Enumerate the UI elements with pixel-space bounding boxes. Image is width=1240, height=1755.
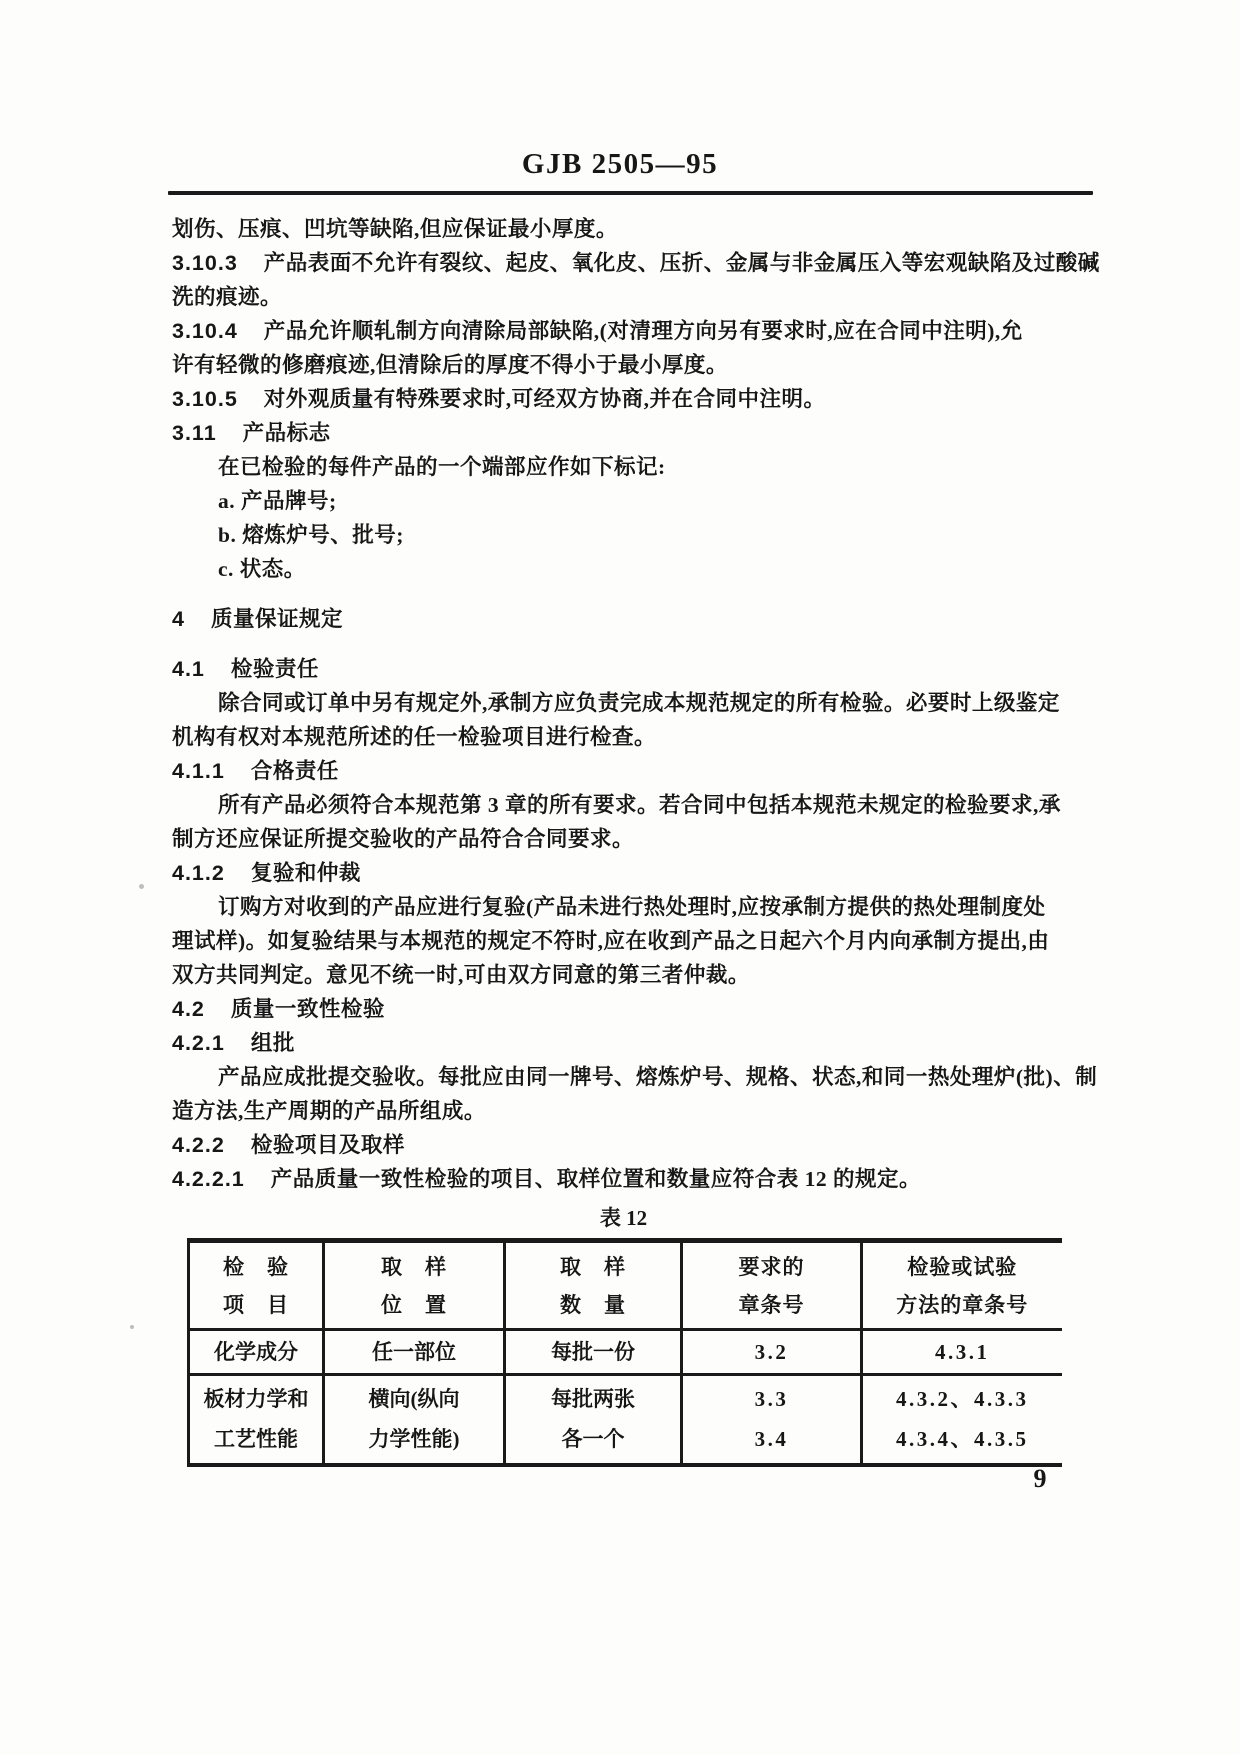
cell-text: 板材力学和: [203, 1387, 309, 1412]
cell-text: 每批两张: [551, 1387, 635, 1412]
cell-text: 4.3.2、4.3.3: [896, 1387, 1029, 1412]
line-text: a. 产品牌号;: [218, 489, 337, 513]
table-header-cell: [862, 1241, 1062, 1330]
cell-text: 3.2: [754, 1340, 789, 1364]
clause-number: 4.2: [172, 997, 205, 1021]
table-row: [189, 1330, 1062, 1375]
table-cell: [505, 1375, 682, 1465]
cell-text: 每批一份: [551, 1340, 635, 1364]
clause-heading: [172, 1128, 1097, 1162]
line-text: 订购方对收到的产品应进行复验(产品未进行热处理时,应按承制方提供的热处理制度处: [218, 895, 1046, 919]
clause-number: 3.11: [172, 421, 217, 445]
clause-number: 4.1.1: [172, 759, 225, 783]
clause-number: 4.2.2: [172, 1133, 225, 1157]
line-text: 理试样)。如复验结果与本规范的规定不符时,应在收到产品之日起六个月内向承制方提出,由: [172, 929, 1050, 953]
cell-text: 各一个: [561, 1427, 625, 1452]
cell-text: 4.3.4、4.3.5: [896, 1427, 1029, 1452]
clause-number: 4.2.1: [172, 1031, 225, 1055]
line-text: 产品应成批提交验收。每批应由同一牌号、熔炼炉号、规格、状态,和同一热处理炉(批)、制: [218, 1065, 1098, 1089]
cell-text: 横向(纵向: [368, 1387, 460, 1412]
cell-text: 检 验: [223, 1254, 289, 1279]
line-text: 检验项目及取样: [250, 1133, 405, 1157]
text-line: [172, 246, 1100, 280]
table-cell: [682, 1330, 862, 1375]
line-text: 检验责任: [230, 657, 319, 681]
cell-text: 4.3.1: [935, 1340, 990, 1364]
cell-text: 检验或试验: [907, 1254, 1018, 1279]
table-cell: [682, 1375, 862, 1465]
line-text: 复验和仲裁: [250, 861, 361, 885]
clause-heading: [172, 856, 1097, 890]
line-text: 机构有权对本规范所述的任一检验项目进行检查。: [172, 725, 657, 749]
header-rule: [168, 191, 1093, 195]
table-cell: [324, 1330, 505, 1375]
line-text: 双方共同判定。意见不统一时,可由双方同意的第三者仲裁。: [172, 963, 750, 987]
text-line: [172, 280, 1097, 314]
text-line: [172, 314, 1097, 348]
clause-heading: [172, 1026, 1097, 1060]
line-text: 许有轻微的修磨痕迹,但清除后的厚度不得小于最小厚度。: [172, 353, 728, 377]
cell-text: 取 样: [560, 1254, 626, 1279]
clause-heading: [172, 754, 1097, 788]
line-text: c. 状态。: [218, 557, 306, 581]
scan-speck: [139, 884, 144, 889]
line-text: 所有产品必须符合本规范第 3 章的所有要求。若合同中包括本规范未规定的检验要求,承: [218, 793, 1061, 817]
text-line: [172, 484, 1097, 518]
clause-number: 4.1.2: [172, 861, 225, 885]
text-line: [172, 890, 1097, 924]
clause-number: 3.10.5: [172, 387, 238, 411]
clause-heading: [172, 992, 1097, 1026]
clause-heading: [172, 652, 1097, 686]
cell-text: 位 置: [381, 1292, 447, 1317]
text-line: [172, 1094, 1097, 1128]
table-header-cell: [189, 1241, 324, 1330]
text-line: [172, 450, 1097, 484]
standard-number-header: GJB 2505—95: [521, 148, 719, 180]
cell-text: 工艺性能: [214, 1427, 298, 1452]
clause-heading: [172, 416, 1097, 450]
cell-text: 3.4: [754, 1427, 789, 1452]
cell-text: 3.3: [754, 1387, 789, 1412]
text-line: [172, 686, 1097, 720]
text-line: [172, 720, 1097, 754]
table-cell: [324, 1375, 505, 1465]
text-line: [172, 348, 1097, 382]
line-text: 划伤、压痕、凹坑等缺陷,但应保证最小厚度。: [172, 217, 618, 241]
text-line: [172, 382, 1097, 416]
clause-number: 3.10.3: [172, 251, 238, 275]
line-text: 产品表面不允许有裂纹、起皮、氧化皮、压折、金属与非金属压入等宏观缺陷及过酸碱: [263, 251, 1100, 275]
line-text: 制方还应保证所提交验收的产品符合合同要求。: [172, 827, 635, 851]
text-line: [172, 924, 1097, 958]
clause-heading: [172, 602, 1097, 636]
table-header-row: [189, 1241, 1062, 1330]
scan-speck: [130, 1325, 134, 1329]
line-text: 合格责任: [250, 759, 339, 783]
line-text: 质量一致性检验: [230, 997, 385, 1021]
table-cell: [189, 1375, 324, 1465]
text-line: [172, 788, 1097, 822]
text-line: [172, 822, 1097, 856]
cell-text: 项 目: [223, 1292, 289, 1317]
line-text: 组批: [250, 1031, 295, 1055]
cell-text: 任一部位: [372, 1340, 456, 1364]
table-header-cell: [324, 1241, 505, 1330]
line-text: 产品允许顺轧制方向清除局部缺陷,(对清理方向另有要求时,应在合同中注明),允: [263, 319, 1023, 343]
cell-text: 化学成分: [214, 1340, 298, 1364]
cell-text: 力学性能): [368, 1427, 460, 1452]
table-cell: [189, 1330, 324, 1375]
table-header-cell: [505, 1241, 682, 1330]
clause-number: 4: [172, 607, 185, 631]
inspection-items-table: [187, 1238, 1062, 1467]
line-text: 质量保证规定: [210, 607, 343, 631]
line-text: 洗的痕迹。: [172, 285, 283, 309]
table-cell: [862, 1375, 1062, 1465]
clause-number: 3.10.4: [172, 319, 238, 343]
text-line: [172, 1162, 1097, 1196]
line-text: 除合同或订单中另有规定外,承制方应负责完成本规范规定的所有检验。必要时上级鉴定: [218, 691, 1060, 715]
table-caption: 表 12: [599, 1206, 648, 1230]
clause-number: 4.2.2.1: [172, 1167, 245, 1191]
line-text: 产品质量一致性检验的项目、取样位置和数量应符合表 12 的规定。: [270, 1167, 922, 1191]
table-cell: [862, 1330, 1062, 1375]
text-line: [172, 958, 1097, 992]
line-text: 在已检验的每件产品的一个端部应作如下标记:: [218, 455, 666, 479]
table-row: [189, 1375, 1062, 1465]
line-text: 对外观质量有特殊要求时,可经双方协商,并在合同中注明。: [263, 387, 826, 411]
cell-text: 章条号: [738, 1292, 805, 1317]
table-header-cell: [682, 1241, 862, 1330]
page-number: 9: [1033, 1464, 1047, 1493]
clause-number: 4.1: [172, 657, 205, 681]
line-text: b. 熔炼炉号、批号;: [218, 523, 404, 547]
table-body: [189, 1330, 1062, 1465]
cell-text: 取 样: [381, 1254, 447, 1279]
body-text-block: [172, 212, 1100, 1196]
cell-text: 数 量: [560, 1292, 626, 1317]
cell-text: 方法的章条号: [896, 1292, 1029, 1317]
line-text: 产品标志: [242, 421, 331, 445]
text-line: [172, 212, 1097, 246]
text-line: [172, 1060, 1097, 1094]
table-cell: [505, 1330, 682, 1375]
line-text: 造方法,生产周期的产品所组成。: [172, 1099, 486, 1123]
text-line: [172, 552, 1097, 586]
text-line: [172, 518, 1097, 552]
cell-text: 要求的: [738, 1254, 805, 1279]
